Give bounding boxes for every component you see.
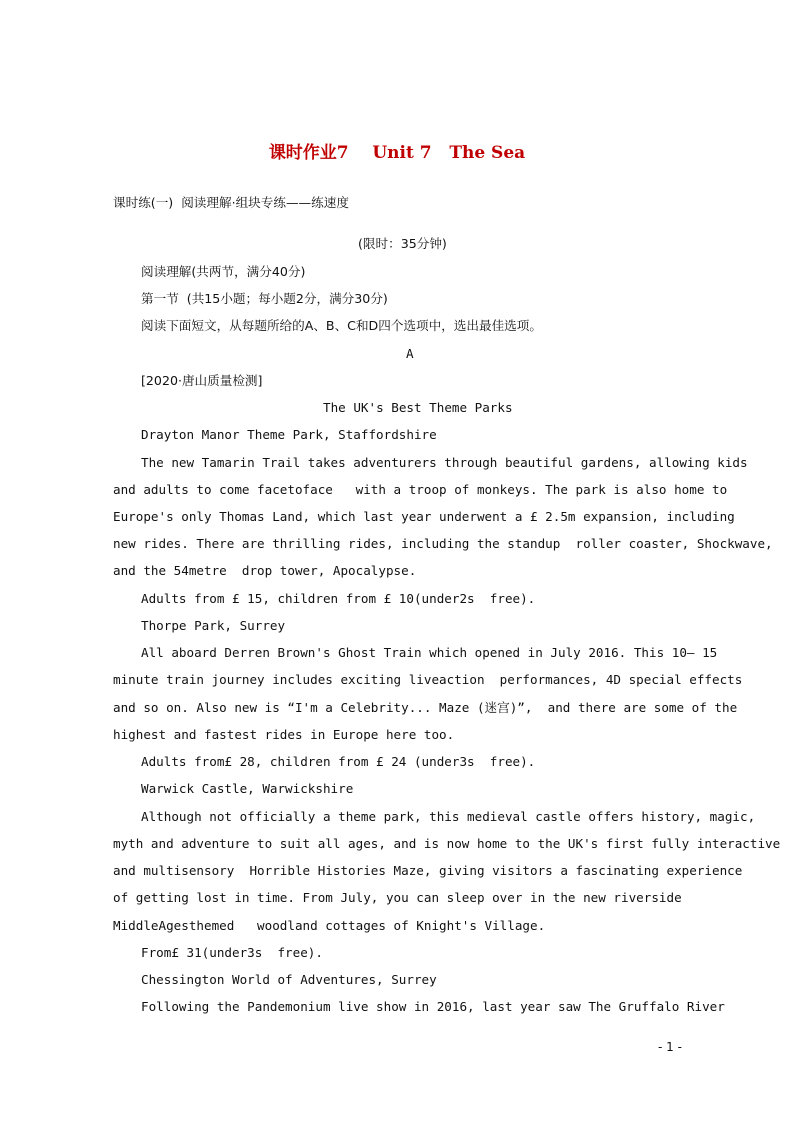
price-line: Adults from £ 15, children from £ 10(under2s free).: [141, 591, 536, 606]
park-heading: Thorpe Park, Surrey: [141, 618, 286, 633]
price-line: Adults from£ 28, children from £ 24 (under3s free).: [141, 754, 536, 769]
paragraph-line: Although not officially a theme park, this medieval castle offers history, magic,: [141, 809, 756, 824]
park-heading: Drayton Manor Theme Park, Staffordshire: [141, 427, 437, 442]
passage-title: The UK's Best Theme Parks: [323, 400, 513, 415]
instruction: 阅读下面短文，从每题所给的A、B、C和D四个选项中，选出最佳选项。: [141, 318, 542, 333]
price-line: From£ 31(under3s free).: [141, 945, 323, 960]
paragraph-line: and adults to come facetoface with a troop of monkeys. The park is also home to: [113, 482, 728, 497]
passage-label: A: [406, 346, 414, 361]
page-title: 课时作业7 Unit 7 The Sea: [268, 143, 526, 163]
paragraph-line: The new Tamarin Trail takes adventurers through beautiful gardens, allowing kids: [141, 455, 748, 470]
paragraph-line: and so on. Also new is “I'm a Celebrity... Maze (迷宫)”, and there are some of the: [113, 700, 738, 715]
paragraph-line: new rides. There are thrilling rides, including the standup roller coaster, Shockwave,: [113, 536, 773, 551]
part-info: 阅读理解(共两节，满分40分): [141, 264, 306, 279]
section-heading: 课时练(一) 阅读理解·组块专练——练速度: [113, 195, 349, 210]
park-heading: Warwick Castle, Warwickshire: [141, 781, 354, 796]
paragraph-line: and multisensory Horrible Histories Maze, giving visitors a fascinating experience: [113, 863, 743, 878]
paragraph-line: of getting lost in time. From July, you can sleep over in the new riverside: [113, 890, 682, 905]
time-limit: (限时：35分钟): [358, 236, 447, 251]
paragraph-line: and the 54metre drop tower, Apocalypse.: [113, 563, 417, 578]
paragraph-line: Europe's only Thomas Land, which last year underwent a £ 2.5m expansion, including: [113, 509, 735, 524]
paragraph-line: myth and adventure to suit all ages, and is now home to the UK's first fully interactive: [113, 836, 781, 851]
park-heading: Chessington World of Adventures, Surrey: [141, 972, 437, 987]
paragraph-line: minute train journey includes exciting liveaction performances, 4D special effects: [113, 672, 743, 687]
paragraph-line: MiddleAgesthemed woodland cottages of Knight's Village.: [113, 918, 546, 933]
source-note: [2020·唐山质量检测]: [141, 373, 263, 388]
paragraph-line: All aboard Derren Brown's Ghost Train which opened in July 2016. This 10— 15: [141, 645, 718, 660]
paragraph-line: Following the Pandemonium live show in 2016, last year saw The Gruffalo River: [141, 999, 725, 1014]
paragraph-line: highest and fastest rides in Europe here too.: [113, 727, 455, 742]
page-number: - 1 -: [658, 1040, 682, 1054]
section-info: 第一节 (共15小题；每小题2分，满分30分): [141, 291, 388, 306]
